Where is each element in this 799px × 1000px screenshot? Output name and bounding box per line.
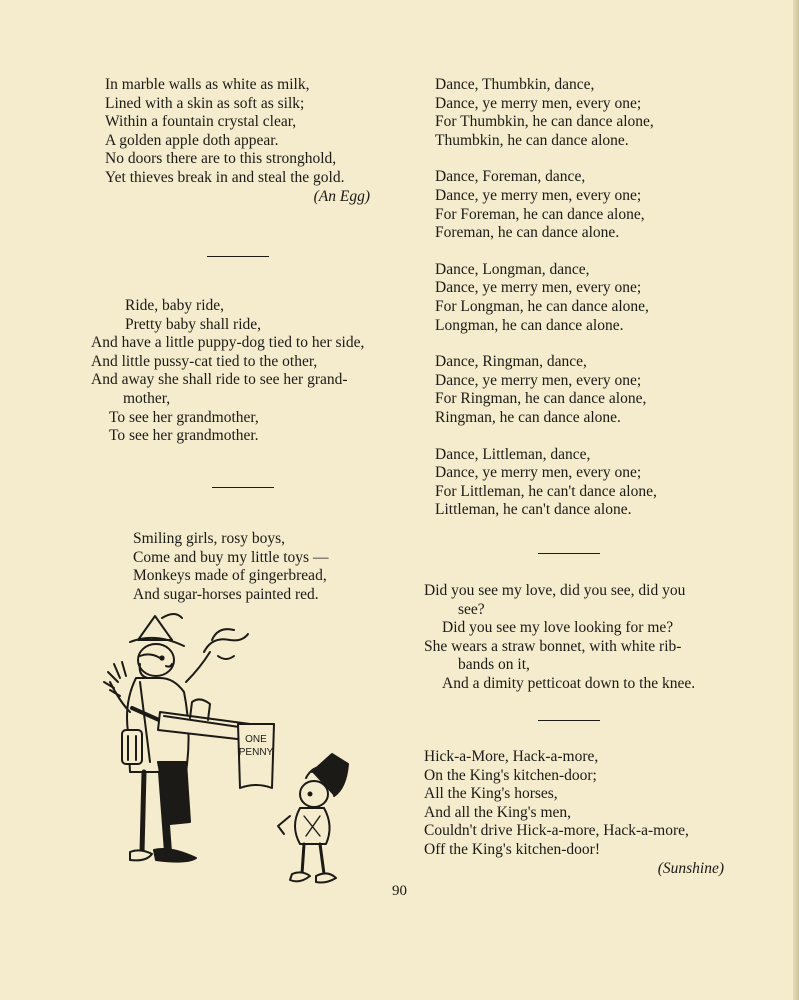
section-divider: [538, 553, 600, 554]
attribution: (Sunshine): [657, 859, 724, 877]
poem-line: Dance, Littleman, dance,: [435, 445, 591, 463]
poem-baby-ride: [91, 297, 391, 446]
stanza-gap: [435, 150, 735, 168]
poem-line: Pretty baby shall ride,: [125, 315, 262, 333]
poem-line: Littleman, he can't dance alone.: [435, 501, 632, 519]
sign-text: PENNY: [238, 747, 274, 758]
poem-thumbkin: [435, 76, 735, 520]
poem-egg-riddle: [105, 76, 380, 206]
poem-line: Dance, Foreman, dance,: [435, 168, 586, 186]
poem-line: All the King's horses,: [424, 785, 558, 803]
poem-line: Thumbkin, he can dance alone.: [435, 131, 629, 149]
poem-line: Lined with a skin as soft as silk;: [105, 94, 305, 112]
poem-line: Dance, ye merry men, every one;: [435, 94, 642, 112]
stanza-gap: [435, 428, 735, 446]
toy-seller-illustration: [100, 612, 360, 887]
poem-line: And have a little puppy-dog tied to her side,: [91, 334, 365, 352]
poem-line: And sugar-horses painted red.: [133, 585, 319, 603]
poem-line: Ride, baby ride,: [125, 297, 225, 314]
poem-line: see?: [458, 600, 485, 618]
poem-line: Monkeys made of gingerbread,: [133, 567, 327, 585]
poem-line: Did you see my love looking for me?: [442, 619, 674, 637]
poem-line: Dance, ye merry men, every one;: [435, 464, 642, 482]
poem-hickamore: [424, 748, 734, 878]
poem-line: Couldn't drive Hick-a-more, Hack-a-more,: [424, 822, 689, 840]
poem-line: No doors there are to this stronghold,: [105, 150, 337, 168]
poem-line: Dance, ye merry men, every one;: [435, 186, 642, 204]
poem-line: bands on it,: [458, 656, 530, 674]
poem-line: Dance, Longman, dance,: [435, 260, 590, 278]
section-divider: [538, 720, 600, 721]
poem-line: For Longman, he can dance alone,: [435, 297, 649, 315]
poem-line: Did you see my love, did you see, did you: [424, 582, 686, 599]
poem-line: Foreman, he can dance alone.: [435, 224, 620, 242]
poem-line: Dance, Thumbkin, dance,: [435, 76, 595, 93]
poem-line: Dance, ye merry men, every one;: [435, 371, 642, 389]
poem-line: To see her grandmother,: [109, 408, 259, 426]
attribution: (An Egg): [313, 187, 370, 205]
sign-text: ONE: [245, 734, 267, 745]
section-divider: [207, 256, 269, 257]
stanza-gap: [435, 243, 735, 261]
poem-toys: [133, 530, 373, 604]
poem-line: Ringman, he can dance alone.: [435, 408, 621, 426]
poem-line: And a dimity petticoat down to the knee.: [442, 674, 696, 692]
poem-line: For Foreman, he can dance alone,: [435, 205, 645, 223]
poem-line: Longman, he can dance alone.: [435, 316, 624, 334]
page-number: 90: [392, 883, 407, 899]
poem-line: And all the King's men,: [424, 803, 572, 821]
poem-line: Dance, Ringman, dance,: [435, 353, 587, 371]
poem-line: Off the King's kitchen-door!: [424, 840, 600, 858]
poem-line: For Littleman, he can't dance alone,: [435, 482, 657, 500]
poem-line: mother,: [123, 389, 171, 407]
poem-line: For Ringman, he can dance alone,: [435, 390, 647, 408]
poem-line: Smiling girls, rosy boys,: [133, 530, 286, 547]
poem-line: Within a fountain crystal clear,: [105, 113, 297, 131]
page-edge: [793, 0, 799, 1000]
poem-line: To see her grandmother.: [109, 427, 259, 445]
stanza-gap: [435, 335, 735, 353]
poem-line: Hick-a-More, Hack-a-more,: [424, 748, 599, 765]
poem-my-love: [424, 582, 734, 694]
poem-line: Yet thieves break in and steal the gold.: [105, 168, 345, 186]
poem-line: And away she shall ride to see her grand-: [91, 371, 348, 389]
poem-line: Come and buy my little toys —: [133, 548, 329, 566]
poem-line: A golden apple doth appear.: [105, 131, 279, 149]
poem-line: Dance, ye merry men, every one;: [435, 279, 642, 297]
poem-line: And little pussy-cat tied to the other,: [91, 352, 318, 370]
poem-line: On the King's kitchen-door;: [424, 766, 597, 784]
section-divider: [212, 487, 274, 488]
poem-line: She wears a straw bonnet, with white rib-: [424, 637, 682, 655]
poem-line: For Thumbkin, he can dance alone,: [435, 113, 654, 131]
poem-line: In marble walls as white as milk,: [105, 76, 310, 93]
